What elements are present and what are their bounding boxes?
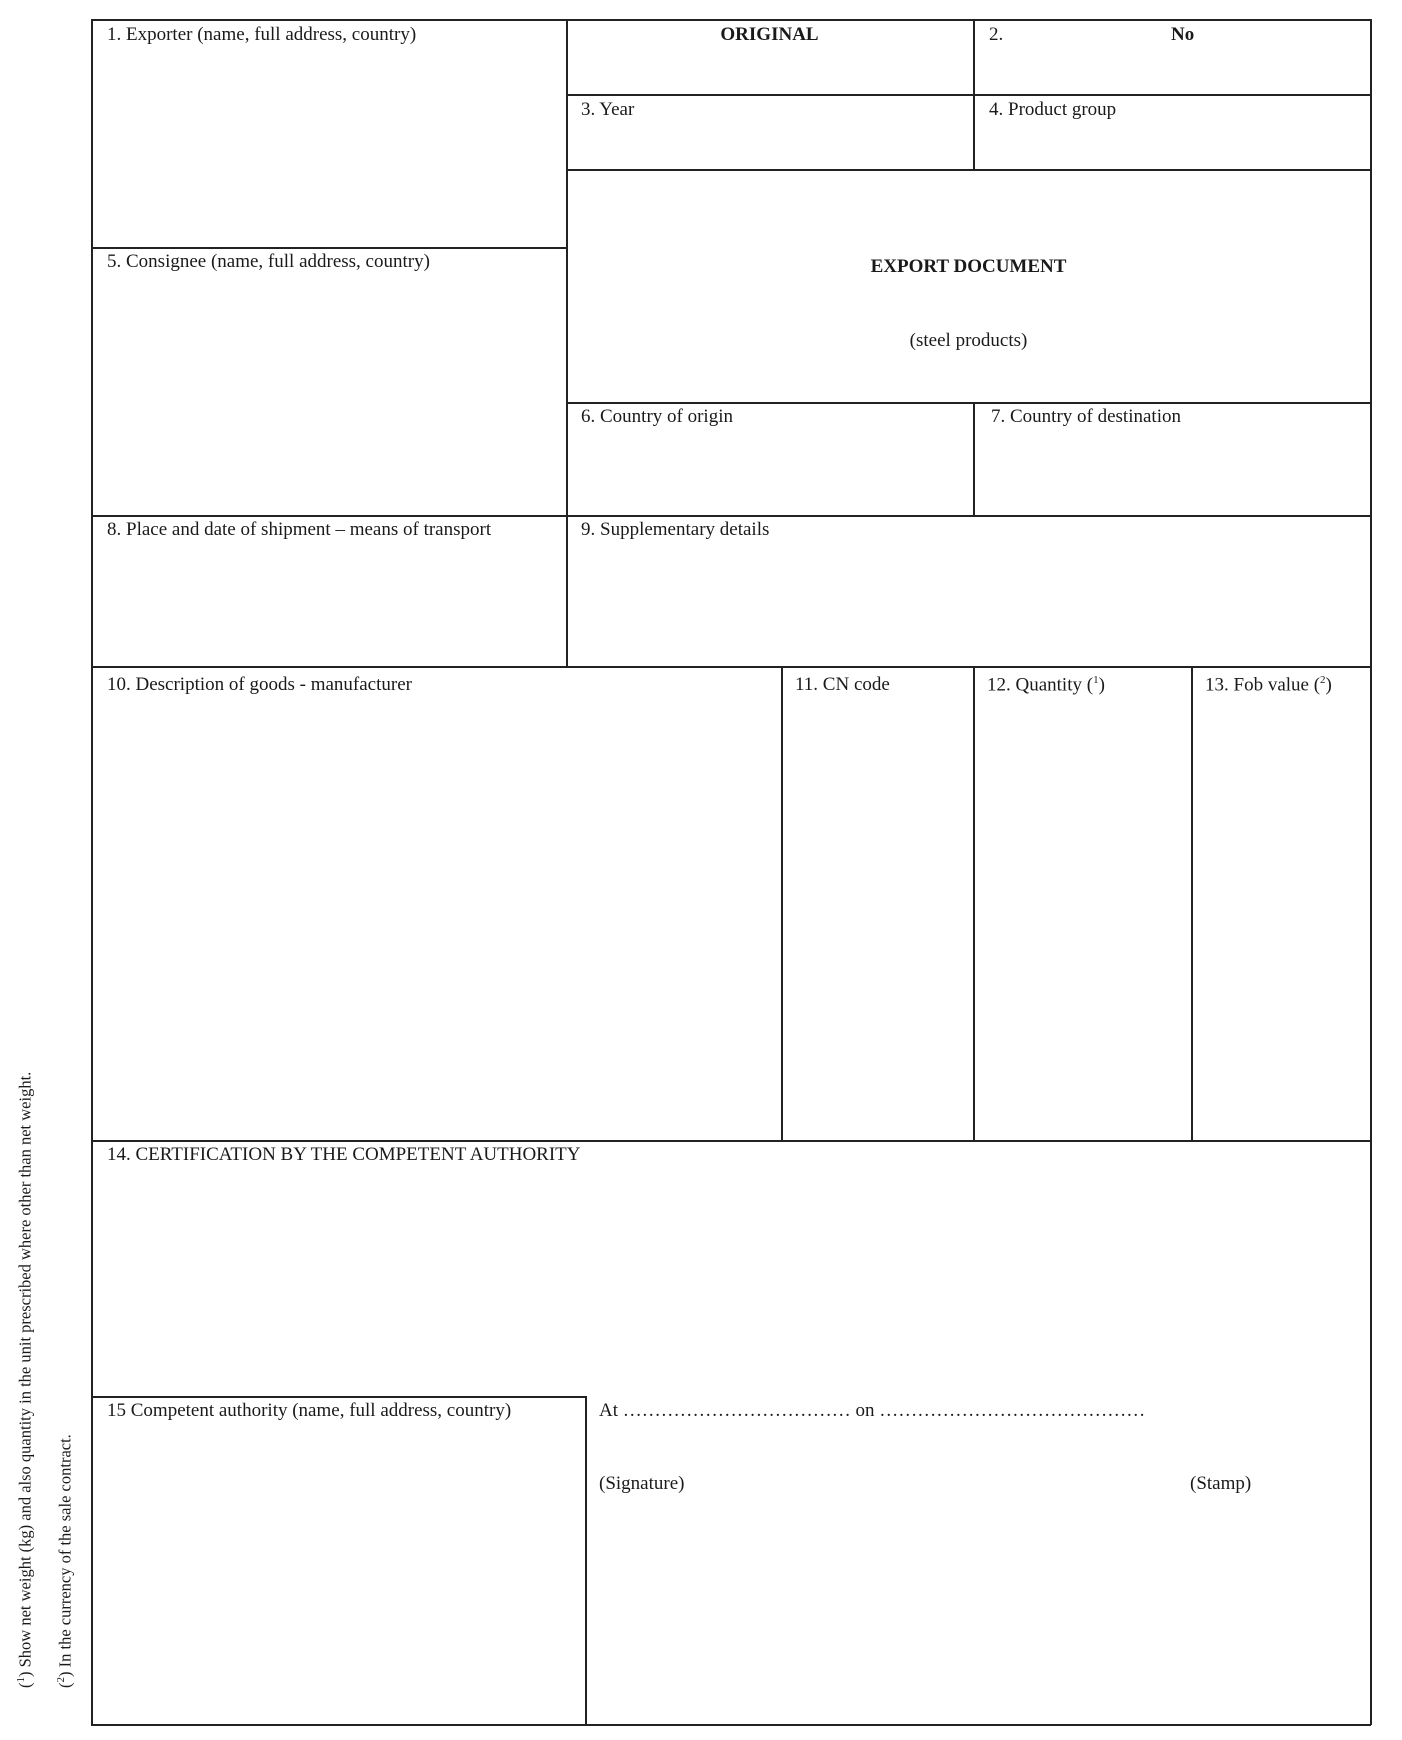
divider-shipment <box>91 515 1371 517</box>
document-subtitle: (steel products) <box>909 330 1028 351</box>
country-of-destination-label: 7. Country of destination <box>991 406 1181 427</box>
footnote-2 <box>56 1434 74 1688</box>
footnote-2-text: ) In the currency of the sale contract. <box>55 1434 75 1677</box>
divider-certification <box>91 1140 1371 1142</box>
fob-footnote-ref: 2 <box>1320 674 1326 686</box>
cn-code-label: 11. CN code <box>795 674 890 695</box>
quantity-footnote-ref: 1 <box>1093 674 1099 686</box>
divider-authority-right <box>585 1396 587 1725</box>
divider-goods <box>91 666 1371 668</box>
divider-quantity <box>973 666 975 1140</box>
box-2-label: 2. <box>989 24 1004 45</box>
product-group-label: 4. Product group <box>989 99 1117 120</box>
quantity-close: ) <box>1098 674 1105 696</box>
export-document-form <box>91 19 1371 1725</box>
number-label: No <box>1171 24 1195 45</box>
divider-title-bottom <box>566 402 1371 404</box>
border-bottom <box>91 1724 1371 1726</box>
footnote-1-number: 1 <box>15 1677 27 1683</box>
shipment-label: 8. Place and date of shipment – means of transport <box>107 519 492 540</box>
description-label: 10. Description of goods - manufacturer <box>107 674 412 695</box>
competent-authority-label: 15 Competent authority (name, full address, country) <box>107 1400 512 1421</box>
divider-countries <box>973 402 975 515</box>
quantity-text: 12. Quantity ( <box>987 674 1094 696</box>
fob-value-label <box>1205 675 1332 694</box>
border-top <box>91 19 1371 21</box>
footnote-2-open: ( <box>55 1682 75 1688</box>
original-label: ORIGINAL <box>720 24 819 45</box>
divider-cn-code <box>781 666 783 1140</box>
quantity-label <box>987 675 1105 694</box>
fob-close: ) <box>1325 674 1332 696</box>
divider-exporter <box>91 247 566 249</box>
divider-header-cells <box>973 19 975 169</box>
divider-authority <box>91 1396 586 1398</box>
document-title: EXPORT DOCUMENT <box>870 256 1067 277</box>
footnote-1 <box>16 1072 34 1688</box>
certification-label: 14. CERTIFICATION BY THE COMPETENT AUTHORITY <box>107 1144 581 1165</box>
footnote-1-text: ) Show net weight (kg) and also quantity in the unit prescribed where other than net weight. <box>15 1071 35 1677</box>
place-date-line: At ……………………………… on …………………………………… <box>599 1400 1146 1421</box>
divider-fob <box>1191 666 1193 1140</box>
consignee-label: 5. Consignee (name, full address, country) <box>107 251 430 272</box>
country-of-origin-label: 6. Country of origin <box>581 406 733 427</box>
exporter-label: 1. Exporter (name, full address, country) <box>107 24 417 45</box>
signature-label: (Signature) <box>599 1473 685 1494</box>
border-left <box>91 19 93 1725</box>
divider-title-top <box>566 169 1371 171</box>
stamp-label: (Stamp) <box>1190 1473 1252 1494</box>
fob-text: 13. Fob value ( <box>1205 674 1321 696</box>
year-label: 3. Year <box>581 99 635 120</box>
footnote-1-open: ( <box>15 1682 35 1688</box>
footnote-2-number: 2 <box>55 1677 67 1683</box>
supplementary-details-label: 9. Supplementary details <box>581 519 770 540</box>
divider-header <box>566 94 1371 96</box>
